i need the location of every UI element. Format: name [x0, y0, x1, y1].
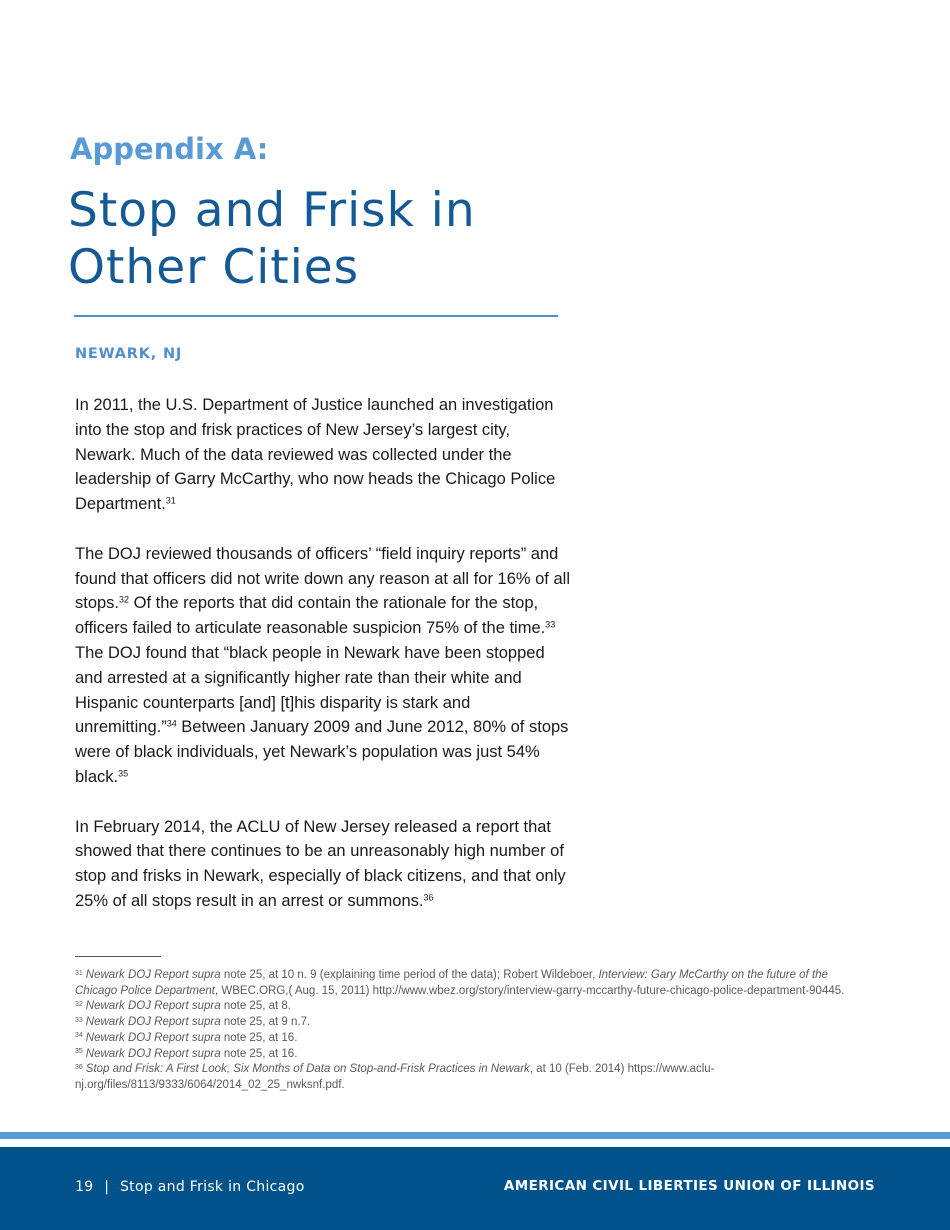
- footer-separator: |: [104, 1179, 110, 1195]
- footnote-ref[interactable]: 34: [166, 718, 177, 729]
- body-text: [75, 393, 575, 939]
- footnote-divider: [75, 956, 161, 957]
- paragraph-3: In February 2014, the ACLU of New Jersey released a report that showed that there continues to be an unreasonably high number of stop and frisks in Newark, especially of black citizens, and that only 25% of all stops result in an arrest or summons.$^{36}$: [75, 817, 566, 910]
- footer-accent-band: [0, 1132, 950, 1139]
- page-number: 19: [75, 1179, 94, 1195]
- footnote-ref[interactable]: 35: [118, 768, 129, 779]
- footnote-32: $^{32}$ Newark DOJ Report supra note 25, at 8.: [75, 1000, 291, 1013]
- document-title: Stop and Frisk in Chicago: [119, 1179, 305, 1195]
- title-line-2: Other Cities: [68, 240, 360, 295]
- footnote-ref[interactable]: 31: [165, 495, 176, 506]
- footnote-35: $^{35}$ Newark DOJ Report supra note 25, at 16.: [75, 1047, 298, 1060]
- paragraph-2: The DOJ reviewed thousands of officers’ “field inquiry reports” and found that officers did not write down any reason at all for 16% of all stops.$^{32}$ Of the reports that did contain the rationale for the stop, officers failed to articulate reasonable suspicion 75% of the time.$^{33}$ The DOJ found that “black people in Newark have been stopped and arrested at a significantly higher rate than their white and Hispanic counterparts [and] [t]his disparity is stark and unremitting.”$^{34}$ Between January 2009 and June 2012, 80% of stops were of black individuals, yet Newark’s population was just 54% black.$^{35}$: [75, 544, 570, 786]
- footnote-36: $^{36}$ Stop and Frisk: A First Look, Six Months of Data on Stop-and-Frisk Practices in Newark, at 10 (Feb. 2014) https://www.aclu-nj.org/files/8113/9333/6064/2014_02_25_nwksnf.pdf.: [75, 1063, 715, 1091]
- footnote-ref[interactable]: 36: [423, 892, 434, 903]
- footnote-31: $^{31}$ Newark DOJ Report supra note 25, at 10 n. 9 (explaining time period of the data); Robert Wildeboer, Interview: Gary McCarthy on the future of the Chicago Police Department, WBEC.ORG,( Aug. 15, 2011) http://www.wbez.org/story/interview-garry-mccarthy-future-chicago-police-department-90445.: [75, 969, 845, 997]
- footnote-33: $^{33}$ Newark DOJ Report supra note 25, at 9 n.7.: [75, 1016, 311, 1029]
- title-line-1: Stop and Frisk in: [68, 183, 476, 238]
- section-heading: NEWARK, NJ: [75, 346, 183, 362]
- title-divider: [74, 315, 558, 317]
- footnotes: [75, 968, 855, 1094]
- page-title: [68, 182, 588, 296]
- footer-page-info: [75, 1179, 305, 1195]
- footnote-ref[interactable]: 33: [545, 619, 556, 630]
- organization-name: AMERICAN CIVIL LIBERTIES UNION OF ILLINOIS: [503, 1178, 875, 1194]
- footnote-ref[interactable]: 32: [119, 594, 130, 605]
- footnote-34: $^{34}$ Newark DOJ Report supra note 25, at 16.: [75, 1031, 298, 1044]
- paragraph-1: In 2011, the U.S. Department of Justice launched an investigation into the stop and frisk practices of New Jersey’s largest city, Newark. Much of the data reviewed was collected under the leadership of Garry McCarthy, who now heads the Chicago Police Department.$^{31}$: [75, 396, 556, 514]
- appendix-kicker: Appendix A:: [70, 132, 269, 166]
